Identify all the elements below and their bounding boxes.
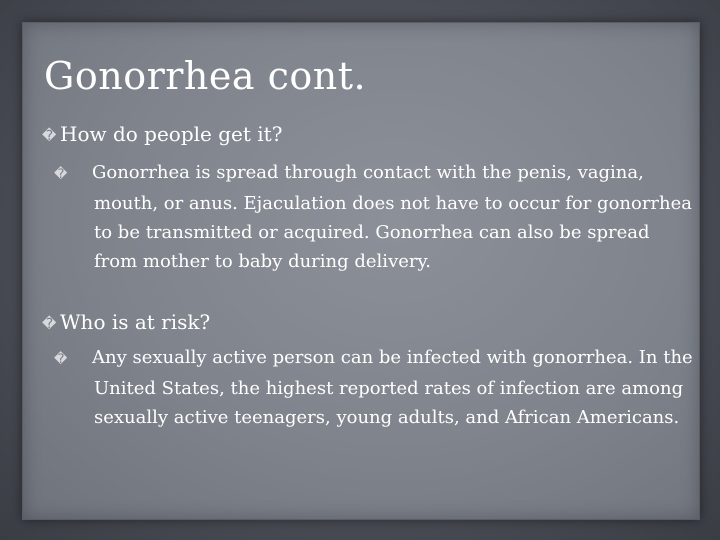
heading-text: How do people get it? bbox=[60, 122, 283, 146]
heading-text: Who is at risk? bbox=[60, 310, 211, 334]
bullet-icon: � bbox=[54, 167, 68, 182]
bullet-icon: � bbox=[54, 352, 68, 367]
bullet-icon: � bbox=[42, 127, 57, 144]
bullet-heading-who bbox=[42, 310, 210, 334]
detail-text: Any sexually active person can be infected with gonorrhea. In the United States, the highest reported rates of infection are among sexually active teenagers, young adults, and African Americans. bbox=[92, 347, 693, 428]
bullet-icon: � bbox=[42, 315, 57, 332]
bullet-detail-who bbox=[54, 343, 694, 432]
bullet-heading-how bbox=[42, 122, 282, 146]
detail-text: Gonorrhea is spread through contact with the penis, vagina, mouth, or anus. Ejaculation does not have to occur for gonorrhea to be transmitted or acquired. Gonorrhea can also be spread from mother to baby during delivery. bbox=[92, 162, 693, 272]
bullet-detail-how bbox=[54, 158, 694, 276]
slide-title: Gonorrhea cont. bbox=[44, 54, 367, 98]
